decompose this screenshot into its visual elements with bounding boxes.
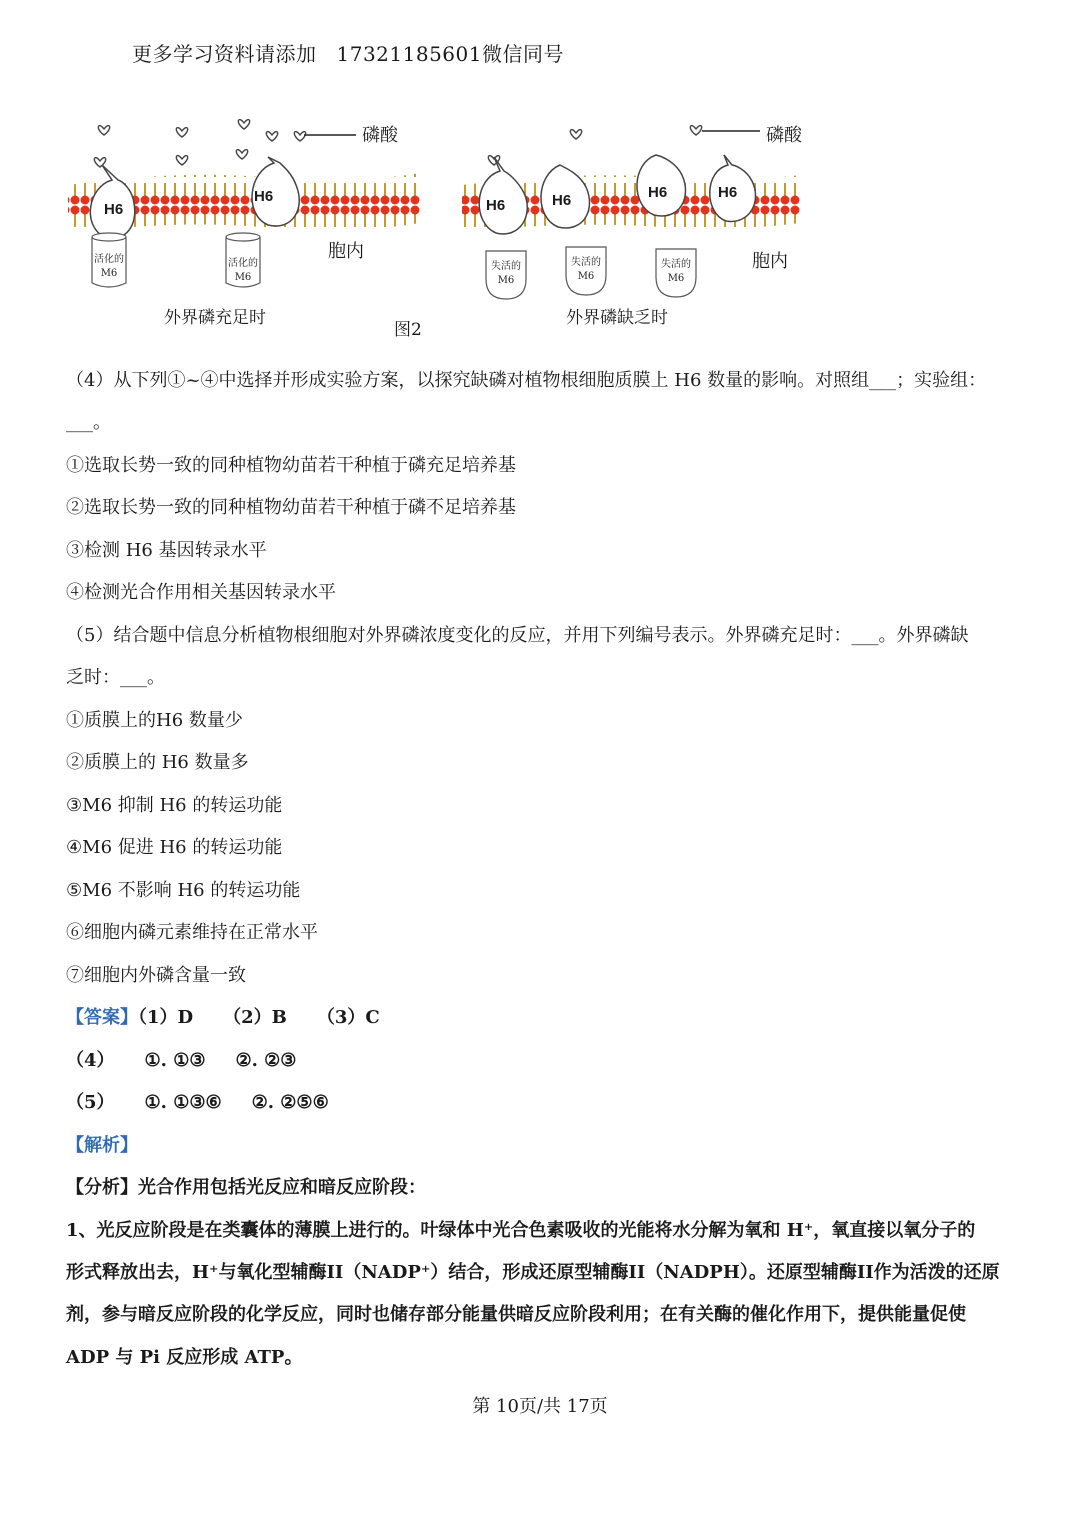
inside-label-left: 胞内	[328, 241, 364, 262]
active-m6-left-1	[92, 233, 126, 287]
fenxi-tag: 【分析】	[66, 1177, 138, 1198]
caption-left: 外界磷充足时	[164, 308, 266, 328]
h6-protein-right-1	[479, 157, 527, 234]
h6-label: H6	[552, 192, 572, 209]
m6-label: M6	[234, 272, 252, 283]
answer-4-2: ②. ②③	[235, 1050, 297, 1071]
answer-1: （1）D	[138, 1007, 194, 1028]
q5-stem-line1: （5）结合题中信息分析植物根细胞对外界磷浓度变化的反应，并用下列编号表示。外界磷充足时：___。外界磷缺	[66, 625, 969, 646]
inactive-m6-right-2	[566, 247, 606, 295]
answer-3: （3）C	[316, 1007, 380, 1028]
m6-label: 失活的	[571, 257, 601, 268]
answer-5-num: （5）	[66, 1092, 115, 1113]
membrane-figure	[60, 105, 1020, 350]
analysis-p1-line2: 形式释放出去，H⁺与氧化型辅酶II（NADP⁺）结合，形成还原型辅酶II（NADPH）。还原型辅酶II作为活泼的还原	[66, 1262, 1000, 1283]
q5-option-7: ⑦细胞内外磷含量一致	[66, 965, 246, 986]
analysis-fenxi	[66, 1173, 426, 1199]
q5-option-3: ③M6 抑制 H6 的转运功能	[66, 795, 283, 816]
analysis-p1-line1: 1、光反应阶段是在类囊体的薄膜上进行的。叶绿体中光合色素吸收的光能将水分解为氧和 H⁺，氧直接以氧分子的	[66, 1220, 976, 1241]
analysis-tag: 【解析】	[66, 1135, 138, 1156]
answer-tag: 【答案】	[66, 1007, 138, 1028]
m6-label: M6	[577, 271, 595, 282]
h6-label: H6	[486, 197, 506, 214]
analysis-p1-line4: ADP 与 Pi 反应形成 ATP。	[66, 1347, 303, 1368]
answer-5-1: ①. ①③⑥	[144, 1092, 222, 1113]
phosphate-icons-right	[488, 126, 701, 165]
m6-label: M6	[667, 273, 685, 284]
h6-protein-left-1	[90, 165, 134, 238]
answer-row-4	[66, 1046, 296, 1072]
q4-option-4: ④检测光合作用相关基因转录水平	[66, 582, 336, 603]
header-phone: 17321185601微信同号	[336, 42, 564, 66]
q5-option-4: ④M6 促进 H6 的转运功能	[66, 837, 283, 858]
analysis-p1-line3: 剂，参与暗反应阶段的化学反应，同时也储存部分能量供暗反应阶段利用；在有关酶的催化作用下，提供能量促使	[66, 1304, 966, 1325]
q4-option-2: ②选取长势一致的同种植物幼苗若干种植于磷不足培养基	[66, 497, 516, 518]
q5-option-6: ⑥细胞内磷元素维持在正常水平	[66, 922, 318, 943]
answer-4-1: ①. ①③	[144, 1050, 206, 1071]
header-text: 更多学习资料请添加	[132, 42, 317, 66]
inactive-m6-right-1	[486, 251, 526, 299]
inside-label-right: 胞内	[752, 251, 788, 272]
inactive-m6-right-3	[656, 249, 696, 297]
q4-option-1: ①选取长势一致的同种植物幼苗若干种植于磷充足培养基	[66, 455, 516, 476]
membrane-diagram	[60, 105, 1020, 350]
m6-label: 活化的	[94, 254, 124, 265]
answer-row-1	[66, 1003, 380, 1029]
q5-option-2: ②质膜上的 H6 数量多	[66, 752, 249, 773]
active-m6-left-2	[226, 233, 260, 287]
answer-row-5	[66, 1088, 329, 1114]
m6-label: 失活的	[661, 259, 691, 270]
q5-option-5: ⑤M6 不影响 H6 的转运功能	[66, 880, 301, 901]
m6-label: 失活的	[491, 261, 521, 272]
answer-2: （2）B	[223, 1007, 287, 1028]
figure-label: 图2	[394, 320, 422, 340]
page-header-ad	[132, 38, 564, 67]
h6-label: H6	[104, 201, 124, 218]
q5-option-1: ①质膜上的H6 数量少	[66, 710, 243, 731]
h6-label: H6	[254, 188, 274, 205]
h6-protein-left-2	[252, 157, 299, 226]
answer-4-num: （4）	[66, 1050, 115, 1071]
q5-stem-line2: 乏时：___。	[66, 667, 165, 688]
q4-stem-line2: ___。	[66, 412, 111, 433]
caption-right: 外界磷缺乏时	[566, 308, 668, 328]
fenxi-text: 光合作用包括光反应和暗反应阶段：	[138, 1177, 426, 1198]
phosphate-label-right: 磷酸	[766, 125, 802, 146]
q4-option-3: ③检测 H6 基因转录水平	[66, 540, 267, 561]
h6-protein-right-2	[541, 165, 590, 228]
page-footer: 第 10页/共 17页	[472, 1396, 608, 1417]
phosphate-label-left: 磷酸	[362, 125, 398, 146]
answer-5-2: ②. ②⑤⑥	[251, 1092, 329, 1113]
m6-label: M6	[100, 268, 118, 279]
h6-label: H6	[718, 184, 738, 201]
m6-label: M6	[497, 275, 515, 286]
h6-protein-right-3	[637, 155, 686, 216]
h6-label: H6	[648, 184, 668, 201]
q4-stem-line1: （4）从下列①~④中选择并形成实验方案，以探究缺磷对植物根细胞质膜上 H6 数量的影响。对照组___；实验组：	[66, 370, 987, 391]
h6-protein-right-4	[710, 155, 756, 221]
m6-label: 活化的	[228, 258, 258, 269]
